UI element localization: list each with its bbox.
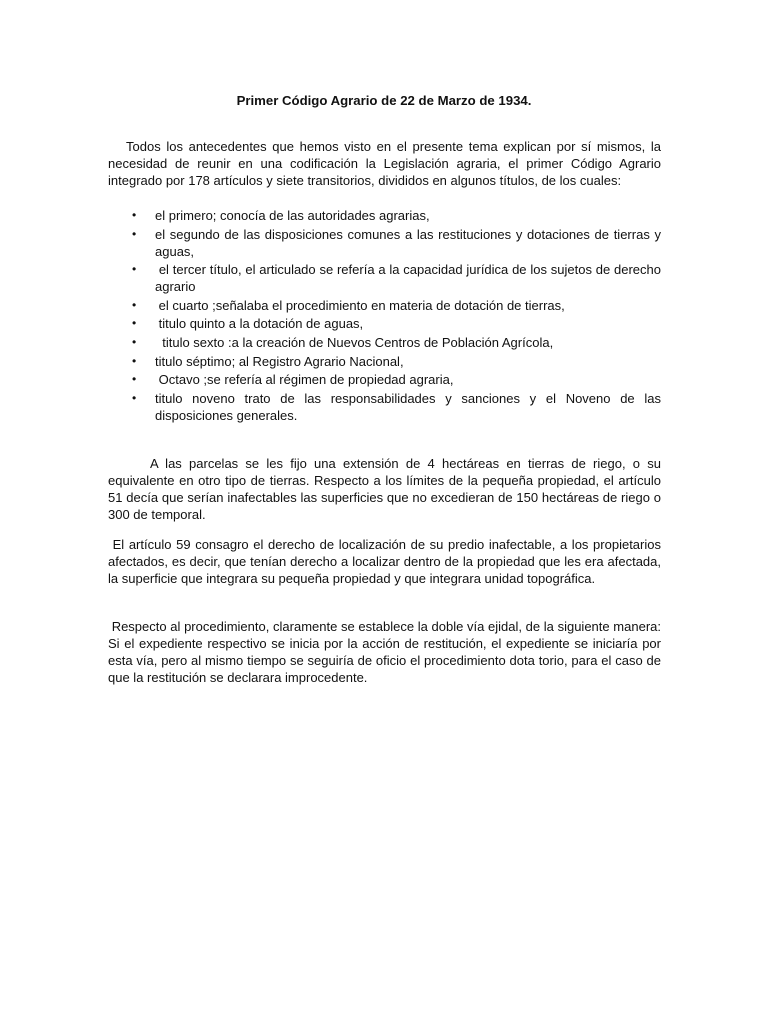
bullet-icon: • bbox=[132, 297, 137, 312]
list-item: • titulo sexto :a la creación de Nuevos Centros de Población Agrícola, bbox=[132, 334, 554, 350]
bullet-icon: • bbox=[132, 353, 137, 368]
list-item: • Octavo ;se refería al régimen de propiedad agraria, bbox=[132, 372, 454, 388]
list-item: • titulo séptimo; al Registro Agrario Nacional, bbox=[132, 353, 404, 369]
list-item: • el cuarto ;señalaba el procedimiento en materia de dotación de tierras, bbox=[132, 297, 565, 313]
intro-text: Todos los antecedentes que hemos visto en el presente tema explican por sí mismos, la necesidad de reunir en una codificación la Legislación agraria, el primer Código Agrario integrado por 178 artículos y siete transitorios, divididos en algunos títulos, de los cuales: bbox=[108, 139, 661, 188]
bullet-icon: • bbox=[132, 226, 137, 241]
list-item: • el segundo de las disposiciones comunes a las restituciones y dotaciones de tierras y aguas, bbox=[132, 226, 665, 259]
parcelas-text: A las parcelas se les fijo una extensión de 4 hectáreas en tierras de riego, o su equivalente en otro tipo de tierras. Respecto a los límites de la pequeña propiedad, el artículo 51 decía que serían inafectables las superficies que no excedieran de 150 hectáreas de riego o 300 de temporal. bbox=[108, 456, 661, 522]
articulo-59-paragraph: El artículo 59 consagro el derecho de localización de su predio inafectable, a los propietarios afectados, es decir, que tenían derecho a localizar dentro de la propiedad que les era afectada, la superficie que integrara su pequeña propiedad y que integrara unidad topográfica. bbox=[108, 537, 665, 586]
list-item: • titulo noveno trato de las responsabilidades y sanciones y el Noveno de las disposiciones generales. bbox=[132, 390, 665, 423]
list-item: • el tercer título, el articulado se refería a la capacidad jurídica de los sujetos de derecho agrario bbox=[132, 262, 665, 295]
bullet-icon: • bbox=[132, 334, 137, 349]
bullet-icon: • bbox=[132, 316, 137, 331]
parcelas-paragraph bbox=[108, 455, 661, 523]
bullet-icon: • bbox=[132, 262, 137, 277]
list-item: • titulo quinto a la dotación de aguas, bbox=[132, 316, 364, 332]
list-item: • el primero; conocía de las autoridades agrarias, bbox=[132, 208, 430, 223]
bullet-icon: • bbox=[132, 208, 137, 222]
titles-bullet-list bbox=[108, 207, 665, 425]
document-title: Primer Código Agrario de 22 de Marzo de 1934. bbox=[236, 93, 532, 108]
bullet-icon: • bbox=[132, 390, 137, 405]
intro-paragraph bbox=[108, 138, 661, 189]
procedimiento-paragraph: Respecto al procedimiento, claramente se establece la doble vía ejidal, de la siguiente manera: Si el expediente respectivo se inicia por la acción de restitución, el expediente se iniciaría por esta vía, pero al mismo tiempo se seguiría de oficio el procedimiento dota torio, para el caso de que la restitución se declarara improcedente. bbox=[108, 619, 665, 685]
bullet-icon: • bbox=[132, 372, 137, 387]
